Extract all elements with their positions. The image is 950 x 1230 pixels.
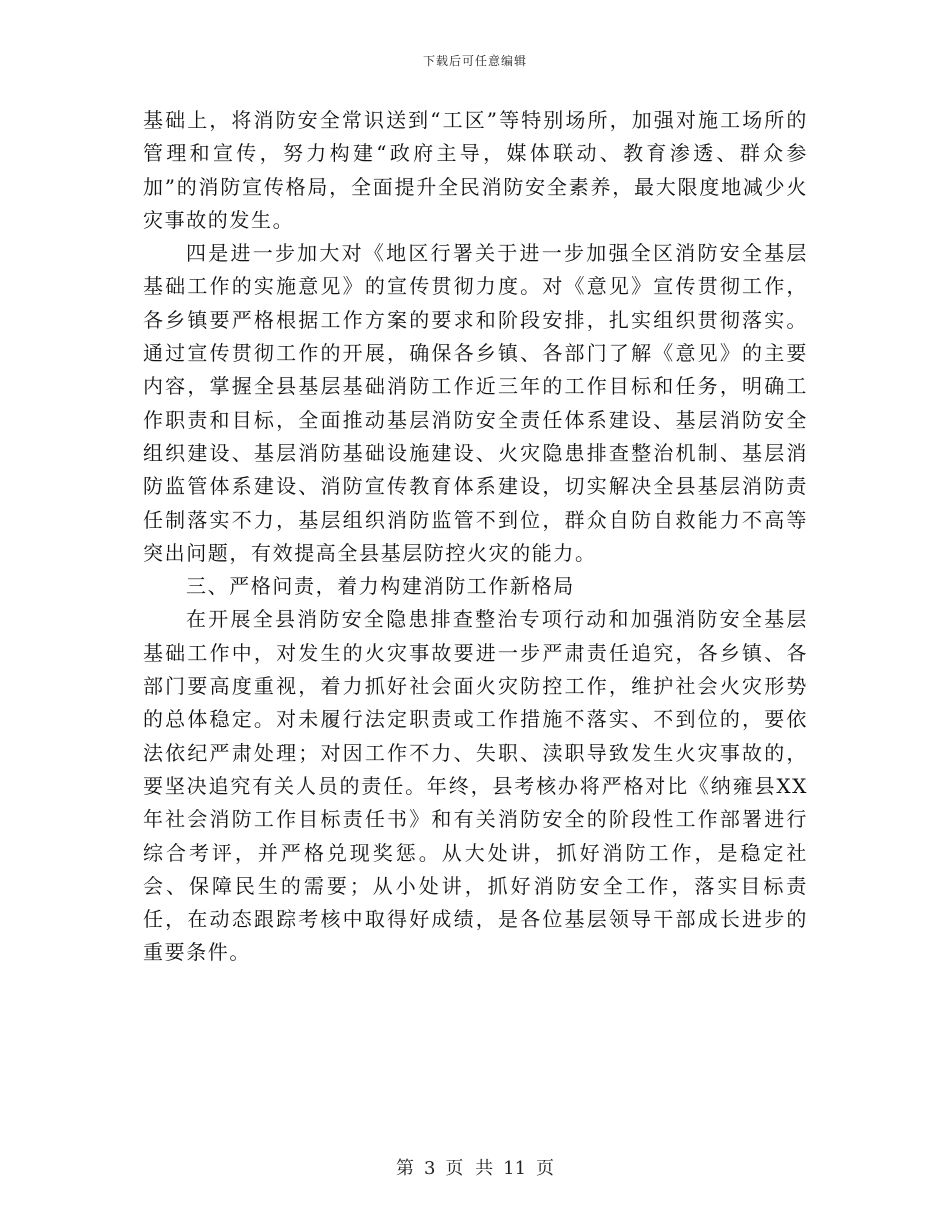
paragraph-item-four: 四是进一步加大对《地区行署关于进一步加强全区消防安全基层基础工作的实施意见》的宣传贯彻力度。对《意见》宣传贯彻工作，各乡镇要严格根据工作方案的要求和阶段安排，扎实组织贯彻落实。通过宣传贯彻工作的开展，确保各乡镇、各部门了解《意见》的主要内容，掌握全县基层基础消防工作近三年的工作目标和任务，明确工作职责和目标，全面推动基层消防安全责任体系建设、基层消防安全组织建设、基层消防基础设施建设、火灾隐患排查整治机制、基层消防监管体系建设、消防宣传教育体系建设，切实解决全县基层消防责任制落实不力，基层组织消防监管不到位，群众自防自救能力不高等突出问题，有效提高全县基层防控火灾的能力。: [143, 241, 808, 565]
document-body: [143, 104, 808, 970]
page-header: 下载后可任意编辑: [422, 54, 527, 68]
paragraph-continued: 基础上，将消防安全常识送到“工区”等特别场所，加强对施工场所的管理和宣传，努力构建“政府主导，媒体联动、教育渗透、群众参加”的消防宣传格局，全面提升全民消防安全素养，最大限度地减少火灾事故的发生。: [143, 108, 808, 232]
paragraph-accountability: 在开展全县消防安全隐患排查整治专项行动和加强消防安全基层基础工作中，对发生的火灾事故要进一步严肃责任追究，各乡镇、各部门要高度重视，着力抓好社会面火灾防控工作，维护社会火灾形势的总体稳定。对未履行法定职责或工作措施不落实、不到位的，要依法依纪严肃处理；对因工作不力、失职、渎职导致发生火灾事故的，要坚决追究有关人员的责任。年终，县考核办将严格对比《纳雍县XX年社会消防工作目标责任书》和有关消防安全的阶段性工作部署进行综合考评，并严格兑现奖惩。从大处讲，抓好消防工作，是稳定社会、保障民生的需要；从小处讲，抓好消防安全工作，落实目标责任，在动态跟踪考核中取得好成绩，是各位基层领导干部成长进步的重要条件。: [143, 607, 808, 965]
footer-middle: 页 共: [445, 1158, 494, 1179]
footer-suffix: 页: [536, 1158, 555, 1179]
footer-prefix: 第: [395, 1158, 414, 1179]
page-number-footer: [0, 1154, 950, 1180]
section-heading-three: 三、严格问责，着力构建消防工作新格局: [186, 574, 575, 599]
current-page-number: 3: [423, 1158, 436, 1179]
total-page-count: 11: [503, 1158, 527, 1179]
